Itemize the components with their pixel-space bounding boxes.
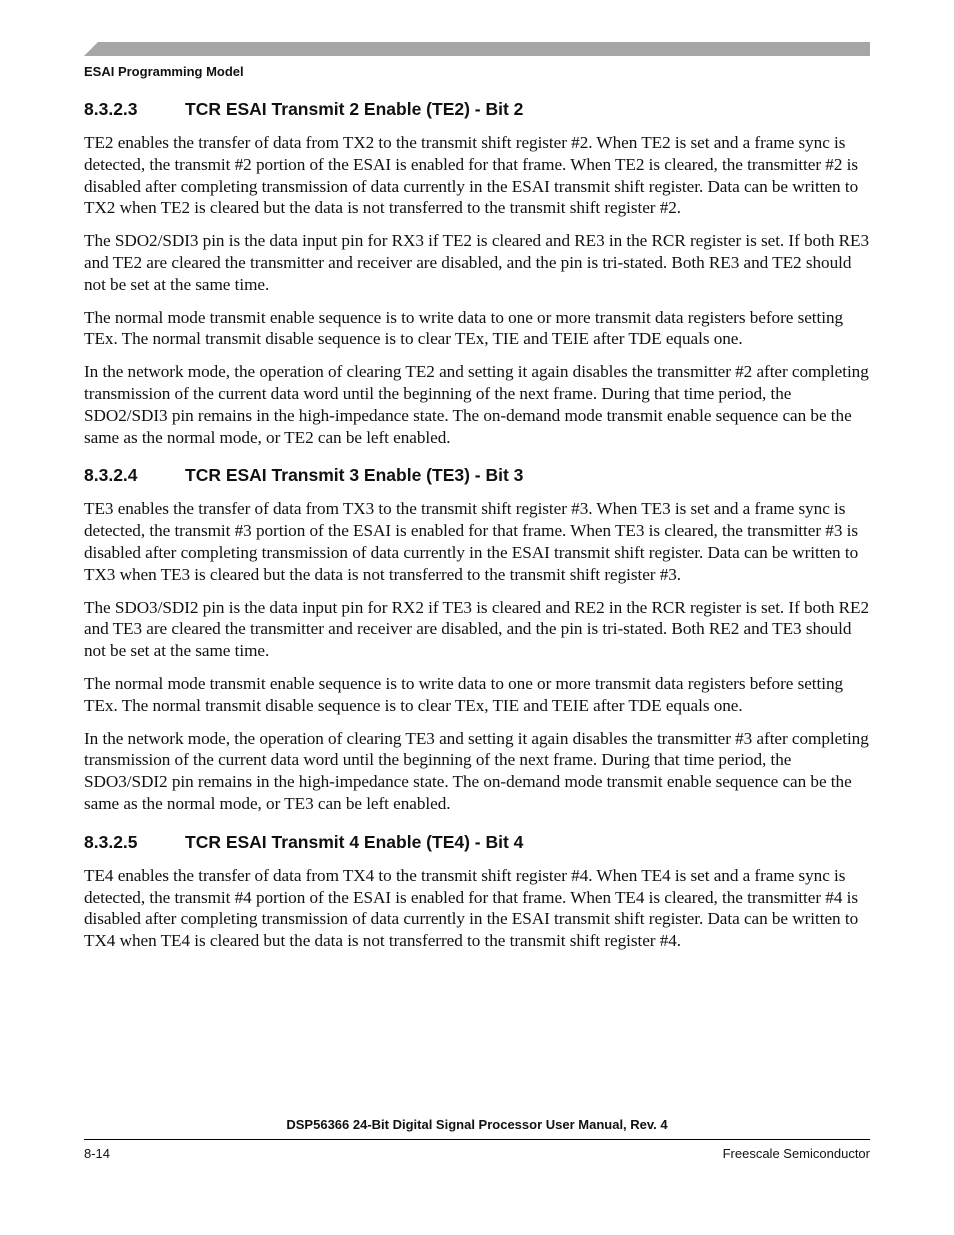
section-te4: [84, 831, 870, 952]
footer-page-number: 8-14: [84, 1146, 111, 1161]
paragraph: The SDO2/SDI3 pin is the data input pin for RX3 if TE2 is cleared and RE3 in the RCR register is set. If both RE3 and TE2 are cleared the transmitter and receiver are disabled, and the pin is tri-stated. Both RE3 and TE2 should not be set at the same time.: [84, 231, 870, 294]
page-content: [84, 98, 870, 968]
running-header: ESAI Programming Model: [84, 64, 244, 79]
paragraph: The SDO3/SDI2 pin is the data input pin for RX2 if TE3 is cleared and RE2 in the RCR register is set. If both RE2 and TE3 are cleared the transmitter and receiver are disabled, and the pin is tri-stated. Both RE2 and TE3 should not be set at the same time.: [84, 597, 870, 661]
header-bar: [84, 42, 870, 56]
paragraph: TE2 enables the transfer of data from TX2 to the transmit shift register #2. When TE2 is set and a frame sync is detected, the transmit #2 portion of the ESAI is enabled for that frame. When TE2 is cleared, the transmitter #2 is disabled after completing transmission of data currently in the ESAI transmit shift register. Data can be written to TX2 when TE2 is cleared but the data is not transferred to the transmit shift register #2.: [84, 133, 859, 218]
footer-divider: [84, 1139, 870, 1140]
section-heading: [84, 464, 870, 486]
header-bar-graphic: [84, 42, 870, 56]
paragraph: In the network mode, the operation of clearing TE2 and setting it again disables the transmitter #2 after completing transmission of the current data word until the beginning of the next frame. During that time period, the SDO2/SDI3 pin remains in the high-impedance state. The on-demand mode transmit enable sequence can be the same as the normal mode, or TE2 can be left enabled.: [84, 362, 869, 447]
footer-document-title: DSP56366 24-Bit Digital Signal Processor User Manual, Rev. 4: [286, 1117, 668, 1132]
section-number: 8.3.2.3: [84, 99, 138, 119]
section-te3: [84, 464, 870, 814]
paragraph: The normal mode transmit enable sequence is to write data to one or more transmit data registers before setting TEx. The normal transmit disable sequence is to clear TEx, TIE and TEIE after TDE equals one.: [84, 673, 844, 715]
section-title: TCR ESAI Transmit 4 Enable (TE4) - Bit 4: [185, 831, 524, 852]
paragraph: TE4 enables the transfer of data from TX4 to the transmit shift register #4. When TE4 is set and a frame sync is detected, the transmit #4 portion of the ESAI is enabled for that frame. When TE4 is cleared, the transmitter #4 is disabled after completing transmission of data currently in the ESAI transmit shift register. Data can be written to TX4 when TE4 is cleared but the data is not transferred to the transmit shift register #4.: [84, 865, 859, 951]
section-heading: [84, 98, 870, 120]
section-heading: [84, 831, 870, 853]
section-title: TCR ESAI Transmit 2 Enable (TE2) - Bit 2: [185, 99, 524, 119]
section-number: 8.3.2.4: [84, 465, 138, 486]
section-te2: [84, 98, 870, 448]
section-title: TCR ESAI Transmit 3 Enable (TE3) - Bit 3: [185, 465, 524, 486]
paragraph: TE3 enables the transfer of data from TX3 to the transmit shift register #3. When TE3 is set and a frame sync is detected, the transmit #3 portion of the ESAI is enabled for that frame. When TE3 is cleared, the transmitter #3 is disabled after completing transmission of data currently in the ESAI transmit shift register. Data can be written to TX3 when TE3 is cleared but the data is not transferred to the transmit shift register #3.: [84, 499, 859, 584]
paragraph: The normal mode transmit enable sequence is to write data to one or more transmit data registers before setting TEx. The normal transmit disable sequence is to clear TEx, TIE and TEIE after TDE equals one.: [84, 307, 844, 349]
section-number: 8.3.2.5: [84, 831, 138, 852]
footer-company: Freescale Semiconductor: [722, 1146, 870, 1161]
paragraph: In the network mode, the operation of clearing TE3 and setting it again disables the transmitter #3 after completing transmission of the current data word until the beginning of the next frame. During that time period, the SDO3/SDI2 pin remains in the high-impedance state. The on-demand mode transmit enable sequence can be the same as the normal mode, or TE3 can be left enabled.: [84, 728, 869, 813]
